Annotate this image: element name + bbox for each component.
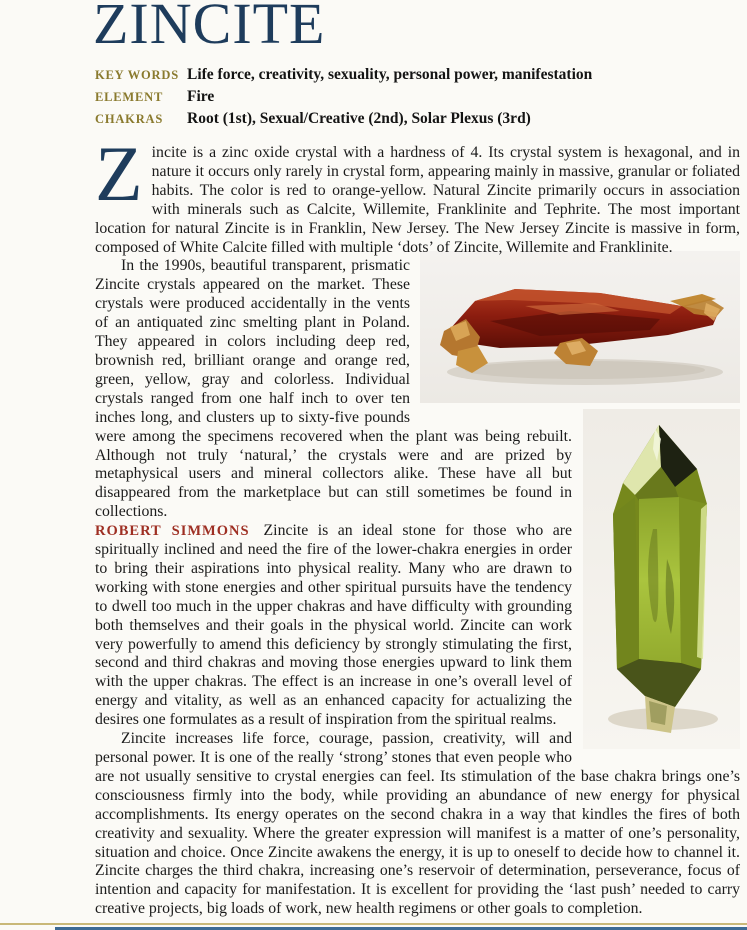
keywords-label: KEY WORDS (95, 68, 179, 82)
element-label: ELEMENT (95, 90, 164, 104)
keywords-value: Life force, creativity, sexuality, personal power, manifestation (187, 66, 593, 83)
chakras-label: CHAKRAS (95, 112, 164, 126)
drop-cap: Z (95, 130, 143, 217)
chakras-row (95, 110, 740, 132)
intro-text: incite is a zinc oxide crystal with a hardness of 4. Its crystal system is hexagonal, and in nature it occurs only rarely in crystal form, appearing mainly in massive, granular or foliated habits. The color is red to orange-yellow. Natural Zincite primarily occurs in association with minerals such as Calcite, Willemite, Franklinite and Tephrite. The most important location for natural Zincite is in Franklin, New Jersey. The New Jersey Zincite is massive in form, composed of White Calcite filled with multiple ‘dots’ of Zincite, Willemite and Franklinite. (95, 144, 740, 256)
paragraph-history: In the 1990s, beautiful transparent, prismatic Zincite crystals appeared on the market. These crystals were produced accidentally in the vents of an antiquated zinc smelting plant in Poland. They appeared in colors including deep red, brownish red, brilliant orange and orange red, green, yellow, gray and colorless. Individual crystals ranged from one half inch to over ten inches long, and clusters up to sixty-five pounds were among the specimens recovered when the plant was being rebuilt. Although not truly ‘natural,’ the crystals were and are prized by metaphysical users and mineral collectors alike. These have all but disappeared from the marketplace but can still sometimes be found in collections. (95, 257, 572, 521)
robert-simmons-label: ROBERT SIMMONS (95, 523, 250, 540)
keywords-row (95, 66, 740, 88)
green-zincite-crystal-photo (583, 409, 740, 749)
attributes-block (95, 66, 740, 132)
paragraph-properties: Zincite increases life force, courage, passion, creativity, will and personal power. It is one of the really ‘strong’ stones that even people who are not usually sensitive to crystal energies can feel. Its stimulation of the base chakra brings one’s consciousness firmly into the body, while providing an abundance of new energy for physical accomplishments. Its energy operates on the second chakra in a way that kindles the fires of both creativity and sexuality. Where the greater expression will manifest is a matter of one’s personality, situation and choice. Once Zincite awakens the energy, it is up to oneself to decide how to channel it. Zincite charges the third chakra, increasing one’s reservoir of determination, perseverance, focus of intention and capacity for manifestation. It is excellent for providing the ‘last push’ needed to carry creative projects, big loads of work, new health regimens or other goals to completion. (95, 730, 740, 918)
paragraph-intro (95, 130, 740, 257)
element-value: Fire (187, 88, 215, 105)
element-row (95, 88, 740, 110)
red-zincite-crystal-photo (420, 251, 740, 403)
robert-simmons-text: Zincite is an ideal stone for those who are spiritually inclined and need the fire of the lower-chakra energies in order to bring their aspirations into physical reality. Many who are drawn to working with stone energies and other spiritual pursuits have the tendency to dwell too much in the upper chakras and have difficulty with grounding both themselves and their goals in the physical world. Zincite can work very powerfully to amend this deficiency by strongly stimulating the first, second and third chakras and moving those energies upward to link them with the upper chakras. The effect is an increase in one’s overall level of energy and vitality, as well as an enhanced capacity for actualizing the desires one formulates as a result of inspiration from the spiritual realms. (95, 522, 572, 729)
page-title: ZINCITE (93, 0, 326, 56)
chakras-value: Root (1st), Sexual/Creative (2nd), Solar Plexus (3rd) (187, 110, 531, 127)
bottom-rule-navy (55, 927, 747, 930)
bottom-rule-tan (0, 923, 747, 925)
body-text (95, 130, 740, 919)
